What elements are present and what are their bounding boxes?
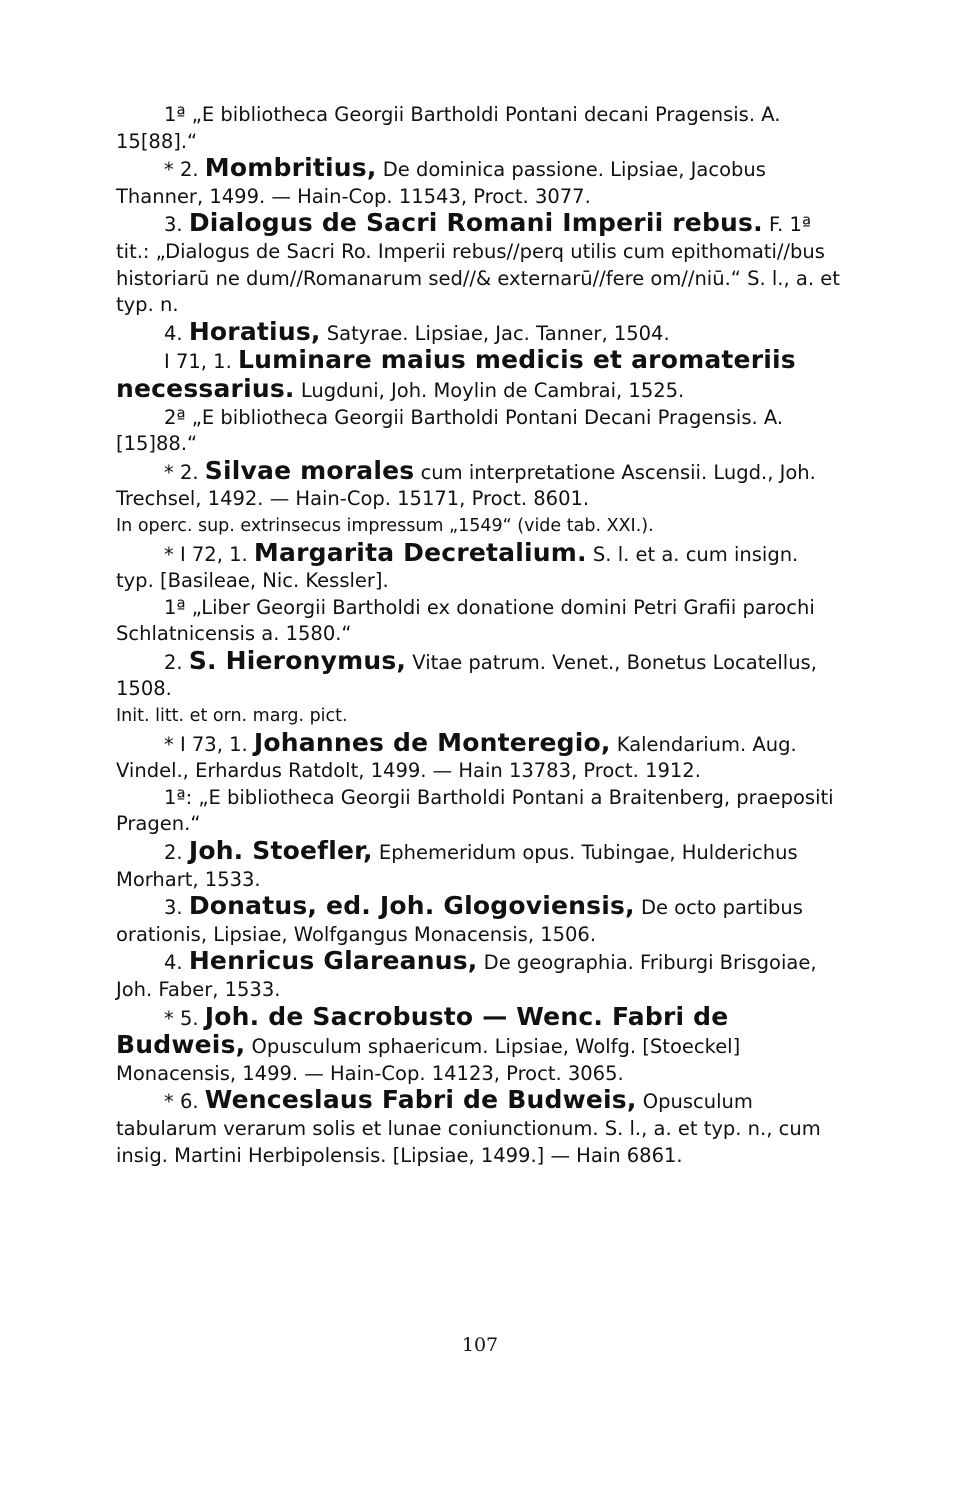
entry-silvae: * 2. Silvae morales cum interpretatione Ascensii. Lugd., Joh. Trechsel, 1492. — Hain-Cop. 15171, Proct. 8601. bbox=[116, 455, 816, 511]
entry-provenance-4: 1ª: „E bibliotheca Georgii Bartholdi Pontani a Braitenberg, praepositi Pragen.“ bbox=[116, 785, 834, 836]
entry-monteregio: * I 73, 1. Johannes de Monteregio, Kalendarium. Aug. Vindel., Erhardus Ratdolt, 1499. — Hain 13783, Proct. 1912. bbox=[116, 727, 797, 783]
entry-provenance-3: 1ª „Liber Georgii Bartholdi ex donatione domini Petri Grafii parochi Schlatnicensis a. 1580.“ bbox=[116, 595, 815, 646]
entry-provenance-2: 2ª „E bibliotheca Georgii Bartholdi Pontani Decani Pragensis. A. [15]88.“ bbox=[116, 405, 784, 456]
page-number: 107 bbox=[461, 1334, 499, 1356]
entry-binding-note: In operc. sup. extrinsecus impressum „1549“ (vide tab. XXI.). bbox=[116, 515, 654, 536]
entry-donatus: 3. Donatus, ed. Joh. Glogoviensis, De octo partibus orationis, Lipsiae, Wolfgangus Monacensis, 1506. bbox=[116, 891, 803, 946]
page-body bbox=[116, 102, 840, 1169]
entry-luminare: I 71, 1. Luminare maius medicis et aromateriis necessarius. Lugduni, Joh. Moylin de Cambrai, 1525. bbox=[116, 345, 796, 403]
entry-sacrobusto: * 5. Joh. de Sacrobusto — Wenc. Fabri de Budweis, Opusculum sphaericum. Lipsiae, Wolfg. [Stoeckel] Monacensis, 1499. — Hain-Cop. 14123, Proct. 3065. bbox=[116, 1001, 741, 1085]
entry-glareanus: 4. Henricus Glareanus, De geographia. Friburgi Brisgoiae, Joh. Faber, 1533. bbox=[116, 946, 817, 1001]
entry-hieronymus: 2. S. Hieronymus, Vitae patrum. Venet., Bonetus Locatellus, 1508. bbox=[116, 645, 817, 701]
entry-horatius: 4. Horatius, Satyrae. Lipsiae, Jac. Tanner, 1504. bbox=[164, 316, 670, 346]
entry-fabri: * 6. Wenceslaus Fabri de Budweis, Opusculum tabularum verarum solis et lunae coniunctionum. S. l., a. et typ. n., cum insig. Martini Herbipolensis. [Lipsiae, 1499.] — Hain 6861. bbox=[116, 1085, 821, 1167]
entry-dialogus: 3. Dialogus de Sacri Romani Imperii rebus. F. 1ª tit.: „Dialogus de Sacri Ro. Imperii rebus//perq utilis cum epithomati//bus historiarū ne dum//Romanarum sed//& externarū//fere om//niū.“ S. l., a. et typ. n. bbox=[116, 208, 840, 317]
entry-ornament-note: Init. litt. et orn. marg. pict. bbox=[116, 706, 348, 727]
entry-provenance-1: 1ª „E bibliotheca Georgii Bartholdi Pontani decani Pragensis. A. 15[88].“ bbox=[116, 103, 781, 153]
entry-margarita: * I 72, 1. Margarita Decretalium. S. l. et a. cum insign. typ. [Basileae, Nic. Kessler]. bbox=[116, 537, 799, 593]
entry-stoefler: 2. Joh. Stoefler, Ephemeridum opus. Tubingae, Hulderichus Morhart, 1533. bbox=[116, 836, 798, 891]
entry-mombritius: * 2. Mombritius, De dominica passione. Lipsiae, Jacobus Thanner, 1499. — Hain-Cop. 11543, Proct. 3077. bbox=[116, 153, 766, 208]
